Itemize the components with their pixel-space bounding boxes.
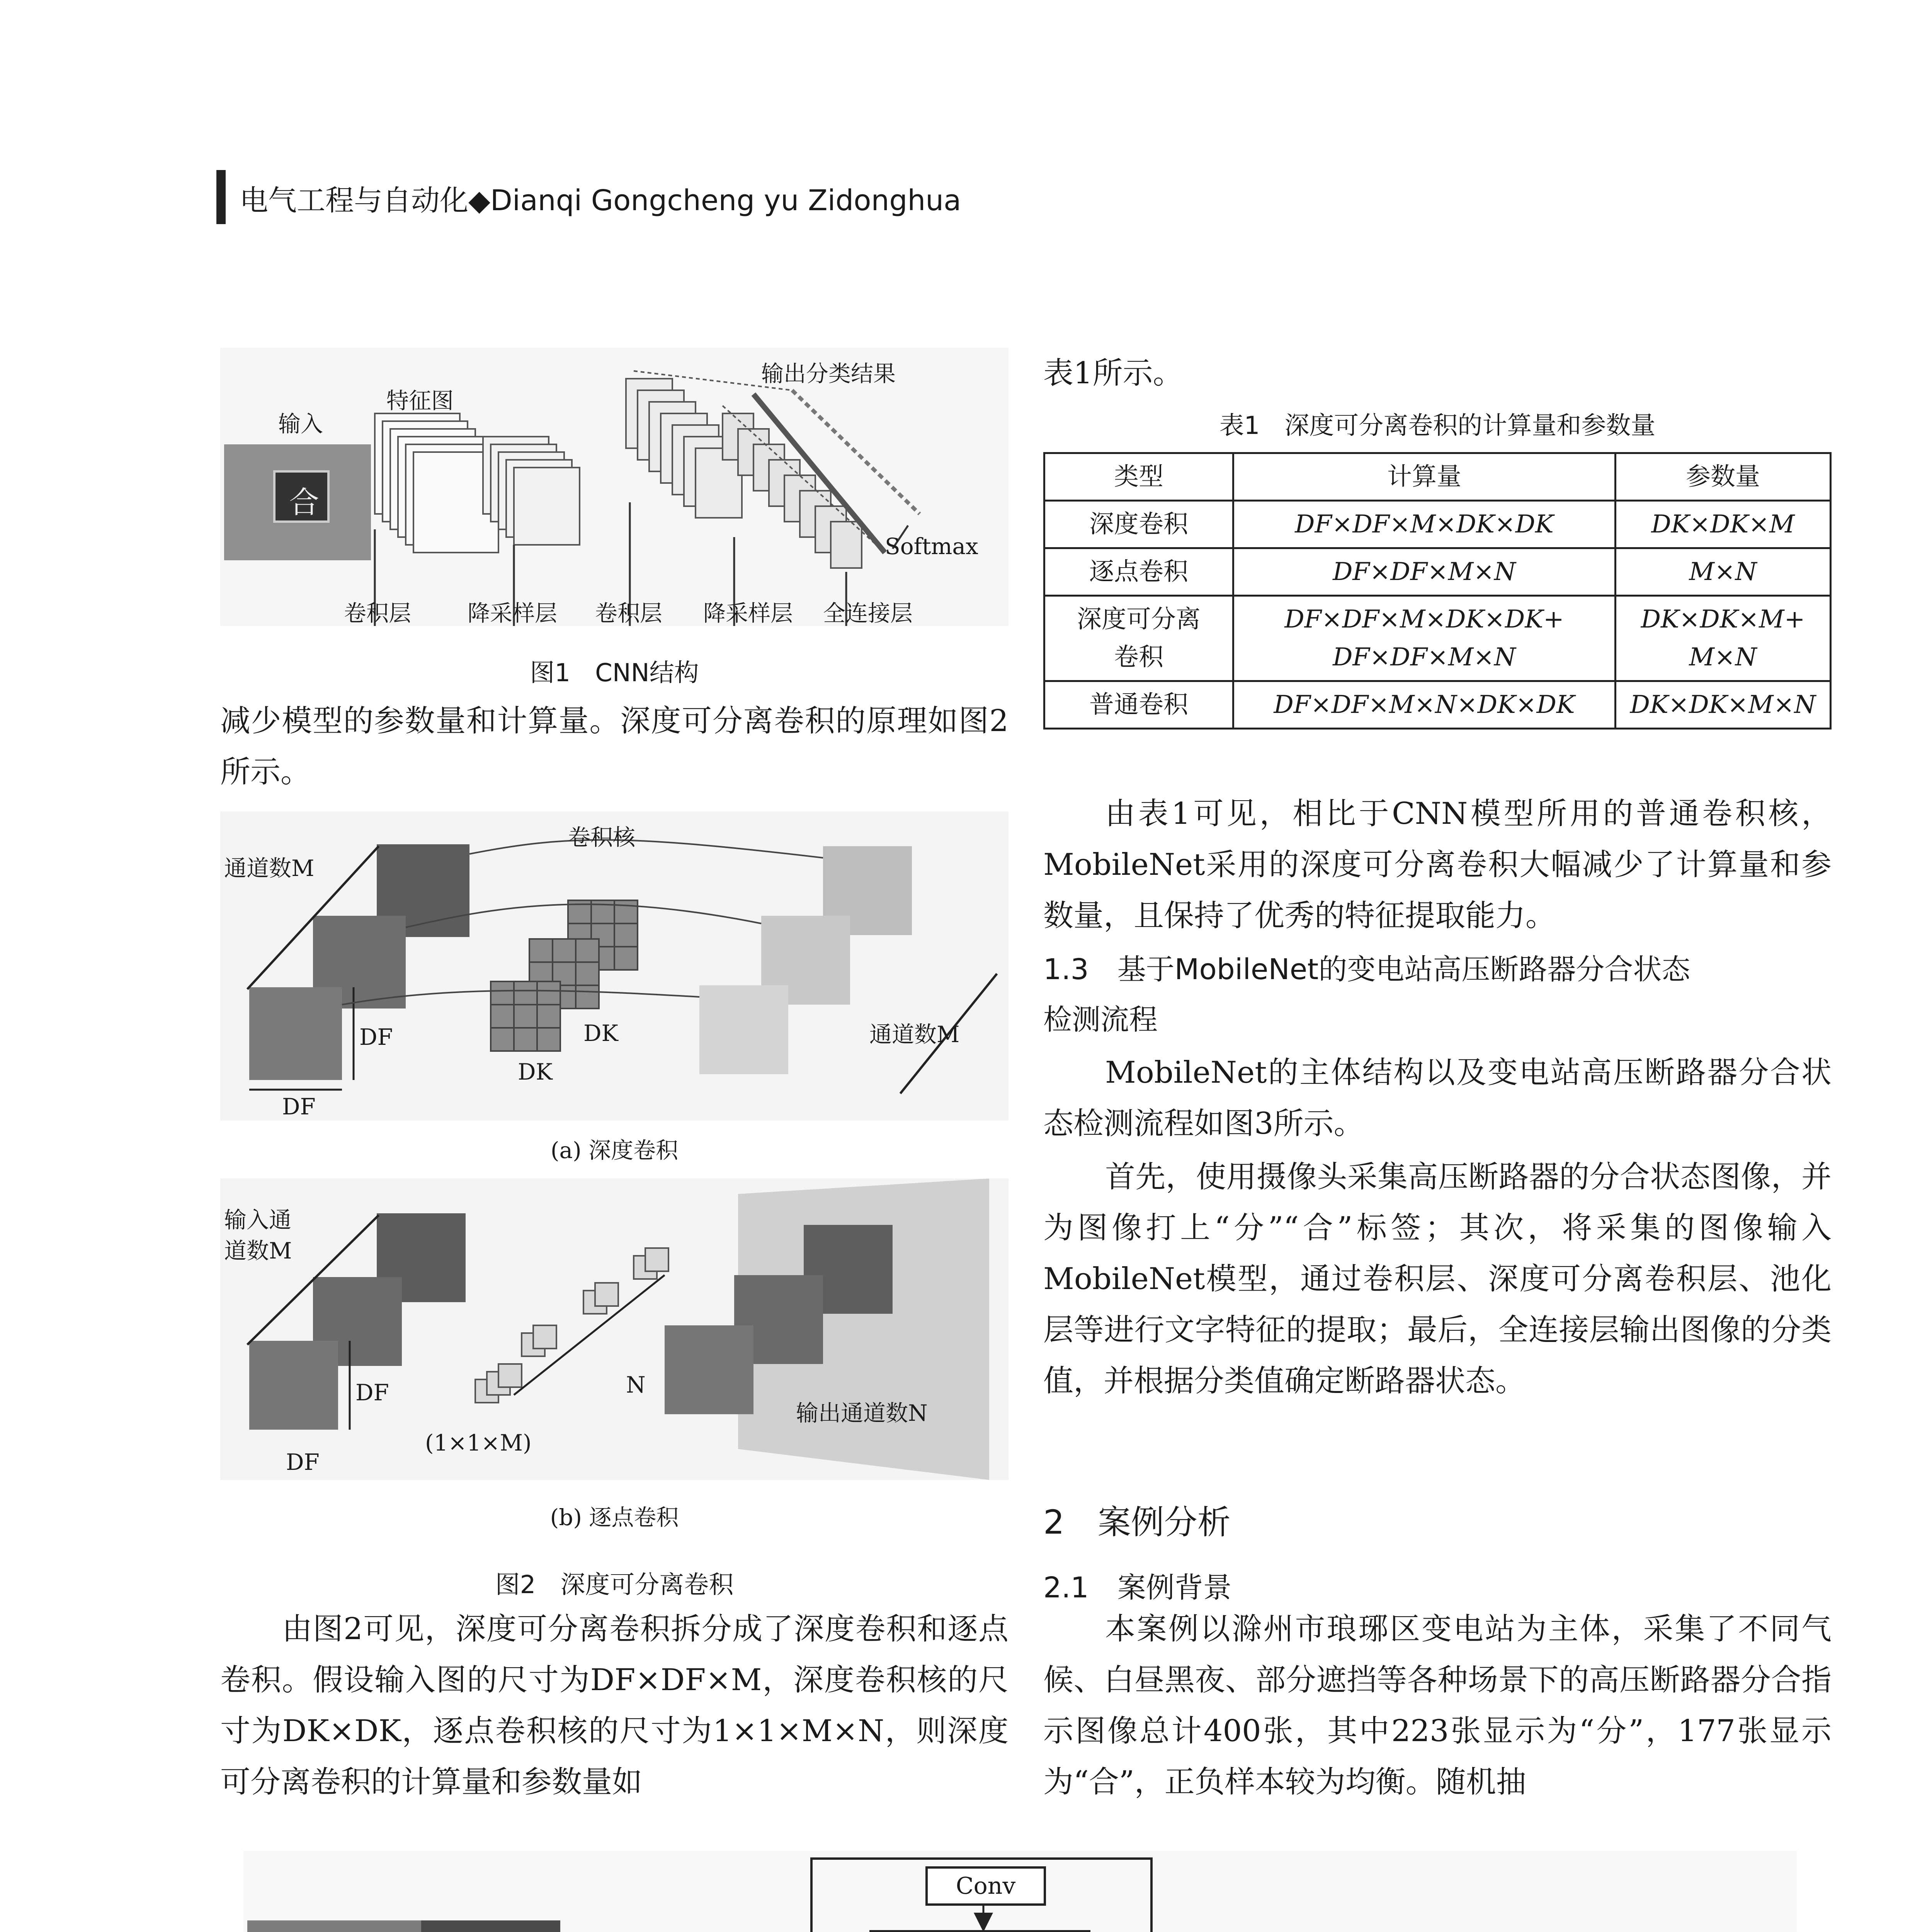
label-channels-right: 通道数M bbox=[869, 1021, 960, 1048]
table-header: 计算量 bbox=[1233, 453, 1616, 501]
photo-char: 合 bbox=[289, 485, 320, 520]
label-input-channels-1: 输入通 bbox=[224, 1207, 292, 1233]
label-output-channels: 输出通道数N bbox=[796, 1400, 928, 1426]
layer-label: 全连接层 bbox=[823, 600, 913, 626]
layer-label: 卷积层 bbox=[595, 600, 663, 626]
figure1 bbox=[220, 348, 1009, 626]
table-cell bbox=[1044, 596, 1233, 681]
label-df-v: DF bbox=[355, 1379, 389, 1406]
layer-label: 降采样层 bbox=[703, 600, 793, 626]
table-intro: 表1所示。 bbox=[1043, 356, 1183, 391]
table-cell bbox=[1616, 596, 1831, 681]
label-channels: 通道数M bbox=[224, 855, 315, 881]
table-header-row bbox=[1044, 453, 1831, 501]
label-dk-h: DK bbox=[518, 1059, 553, 1085]
label-input-channels-2: 道数M bbox=[224, 1238, 292, 1264]
table-cell: DF×DF×M×N×DK×DK bbox=[1233, 681, 1616, 729]
table1 bbox=[1043, 452, 1832, 730]
figure2b-diagram bbox=[220, 1179, 1009, 1480]
table-cell: DK×DK×M×N bbox=[1616, 681, 1831, 729]
feature-stack-1 bbox=[375, 413, 498, 553]
breaker-photo-1 bbox=[247, 1920, 421, 1932]
table-cell: 逐点卷积 bbox=[1044, 548, 1233, 596]
layer-label: 降采样层 bbox=[468, 600, 558, 626]
layer-depthwise bbox=[869, 1930, 1090, 1932]
layer-label: 卷积层 bbox=[344, 600, 412, 626]
label-df-v: DF bbox=[359, 1024, 393, 1050]
section-2-1-title: 2.1 案例背景 bbox=[1043, 1571, 1232, 1604]
cell-line: DF×DF×M×N bbox=[1333, 643, 1516, 672]
label-input: 输入 bbox=[278, 411, 323, 437]
table-row bbox=[1044, 548, 1831, 596]
table-cell bbox=[1233, 596, 1616, 681]
table-header: 参数量 bbox=[1616, 453, 1831, 501]
section-1-3-title-1: 1.3 基于MobileNet的变电站高压断路器分合状态 bbox=[1043, 953, 1690, 986]
table-cell: 普通卷积 bbox=[1044, 681, 1233, 729]
figure1-caption: 图1 CNN结构 bbox=[530, 659, 699, 687]
left-para-2: 由图2可见，深度可分离卷积拆分成了深度卷积和逐点卷积。假设输入图的尺寸为DF×DF×M，深度卷积核的尺寸为DK×DK，逐点卷积核的尺寸为1×1×M×N，则深度可分离卷积的计算量和参数量如 bbox=[220, 1612, 1009, 1799]
figure2-caption: 图2 深度可分离卷积 bbox=[495, 1571, 734, 1599]
section-1-3-title-2: 检测流程 bbox=[1043, 1003, 1158, 1036]
table-cell: DF×DF×M×N bbox=[1233, 548, 1616, 596]
flow-curve bbox=[469, 840, 823, 858]
cell-line: M×N bbox=[1689, 643, 1757, 672]
label-output: 输出分类结果 bbox=[761, 361, 896, 387]
figure2a bbox=[220, 811, 1009, 1121]
table-row bbox=[1044, 501, 1831, 548]
right-para-after-table: 由表1可见，相比于CNN模型所用的普通卷积核，MobileNet采用的深度可分离卷积大幅减少了计算量和参数量，且保持了优秀的特征提取能力。 bbox=[1043, 796, 1832, 933]
table-header: 类型 bbox=[1044, 453, 1233, 501]
figure2b bbox=[220, 1179, 1009, 1480]
output-channel bbox=[665, 1325, 753, 1414]
figure1-diagram bbox=[220, 348, 1009, 626]
label-kernel: 卷积核 bbox=[568, 824, 636, 850]
cell-line: 卷积 bbox=[1114, 643, 1163, 672]
label-kernel: (1×1×M) bbox=[425, 1430, 532, 1456]
output-channel bbox=[699, 985, 788, 1074]
cell-line: 深度可分离 bbox=[1077, 605, 1201, 634]
channel-block bbox=[249, 987, 342, 1080]
breaker-photo-2-top bbox=[421, 1920, 560, 1932]
label-n: N bbox=[626, 1372, 646, 1398]
label-softmax: Softmax bbox=[885, 533, 978, 560]
table-cell: DK×DK×M bbox=[1616, 501, 1831, 548]
table-row bbox=[1044, 681, 1831, 729]
section-2-title: 2 案例分析 bbox=[1043, 1503, 1231, 1542]
table1-caption: 表1 深度可分离卷积的计算量和参数量 bbox=[1219, 412, 1656, 440]
diamond-icon: ◆ bbox=[468, 184, 490, 217]
right-para-1-3-a: MobileNet的主体结构以及变电站高压断路器分合状态检测流程如图3所示。 bbox=[1043, 1055, 1832, 1141]
cell-line: DF×DF×M×DK×DK+ bbox=[1284, 605, 1564, 634]
header-bar bbox=[216, 170, 226, 224]
table-cell: DF×DF×M×DK×DK bbox=[1233, 501, 1616, 548]
label-df-h: DF bbox=[286, 1449, 320, 1475]
table-cell: 深度卷积 bbox=[1044, 501, 1233, 548]
label-featuremap: 特征图 bbox=[386, 388, 454, 414]
layer-conv-1: Conv bbox=[925, 1866, 1046, 1906]
table-row bbox=[1044, 596, 1831, 681]
table1-grid bbox=[1043, 452, 1832, 730]
figure3 bbox=[243, 1851, 1797, 1932]
right-para-1-3-b: 首先，使用摄像头采集高压断路器的分合状态图像，并为图像打上“分”“合”标签；其次，将采集的图像输入MobileNet模型，通过卷积层、深度可分离卷积层、池化层等进行文字特征的提取；最后，全连接层输出图像的分类值，并根据分类值确定断路器状态。 bbox=[1043, 1160, 1832, 1398]
figure2b-subcaption: (b) 逐点卷积 bbox=[550, 1504, 679, 1531]
journal-pinyin: Dianqi Gongcheng yu Zidonghua bbox=[490, 184, 961, 217]
label-df-h: DF bbox=[282, 1094, 316, 1120]
header-journal bbox=[240, 178, 961, 219]
cell-line: DK×DK×M+ bbox=[1641, 605, 1805, 634]
right-para-2-1: 本案例以滁州市琅琊区变电站为主体，采集了不同气候、白昼黑夜、部分遮挡等各种场景下的高压断路器分合指示图像总计400张，其中223张显示为“分”，177张显示为“合”，正负样本较为均衡。随机抽 bbox=[1043, 1612, 1832, 1799]
input-channel bbox=[249, 1341, 338, 1430]
journal-cn: 电气工程与自动化 bbox=[240, 184, 468, 217]
label-dk-v: DK bbox=[583, 1020, 618, 1046]
figure2a-diagram bbox=[220, 811, 1009, 1121]
figure2a-subcaption: (a) 深度卷积 bbox=[550, 1137, 679, 1163]
table-cell: M×N bbox=[1616, 548, 1831, 596]
left-para-1: 减少模型的参数量和计算量。深度可分离卷积的原理如图2所示。 bbox=[220, 704, 1009, 789]
